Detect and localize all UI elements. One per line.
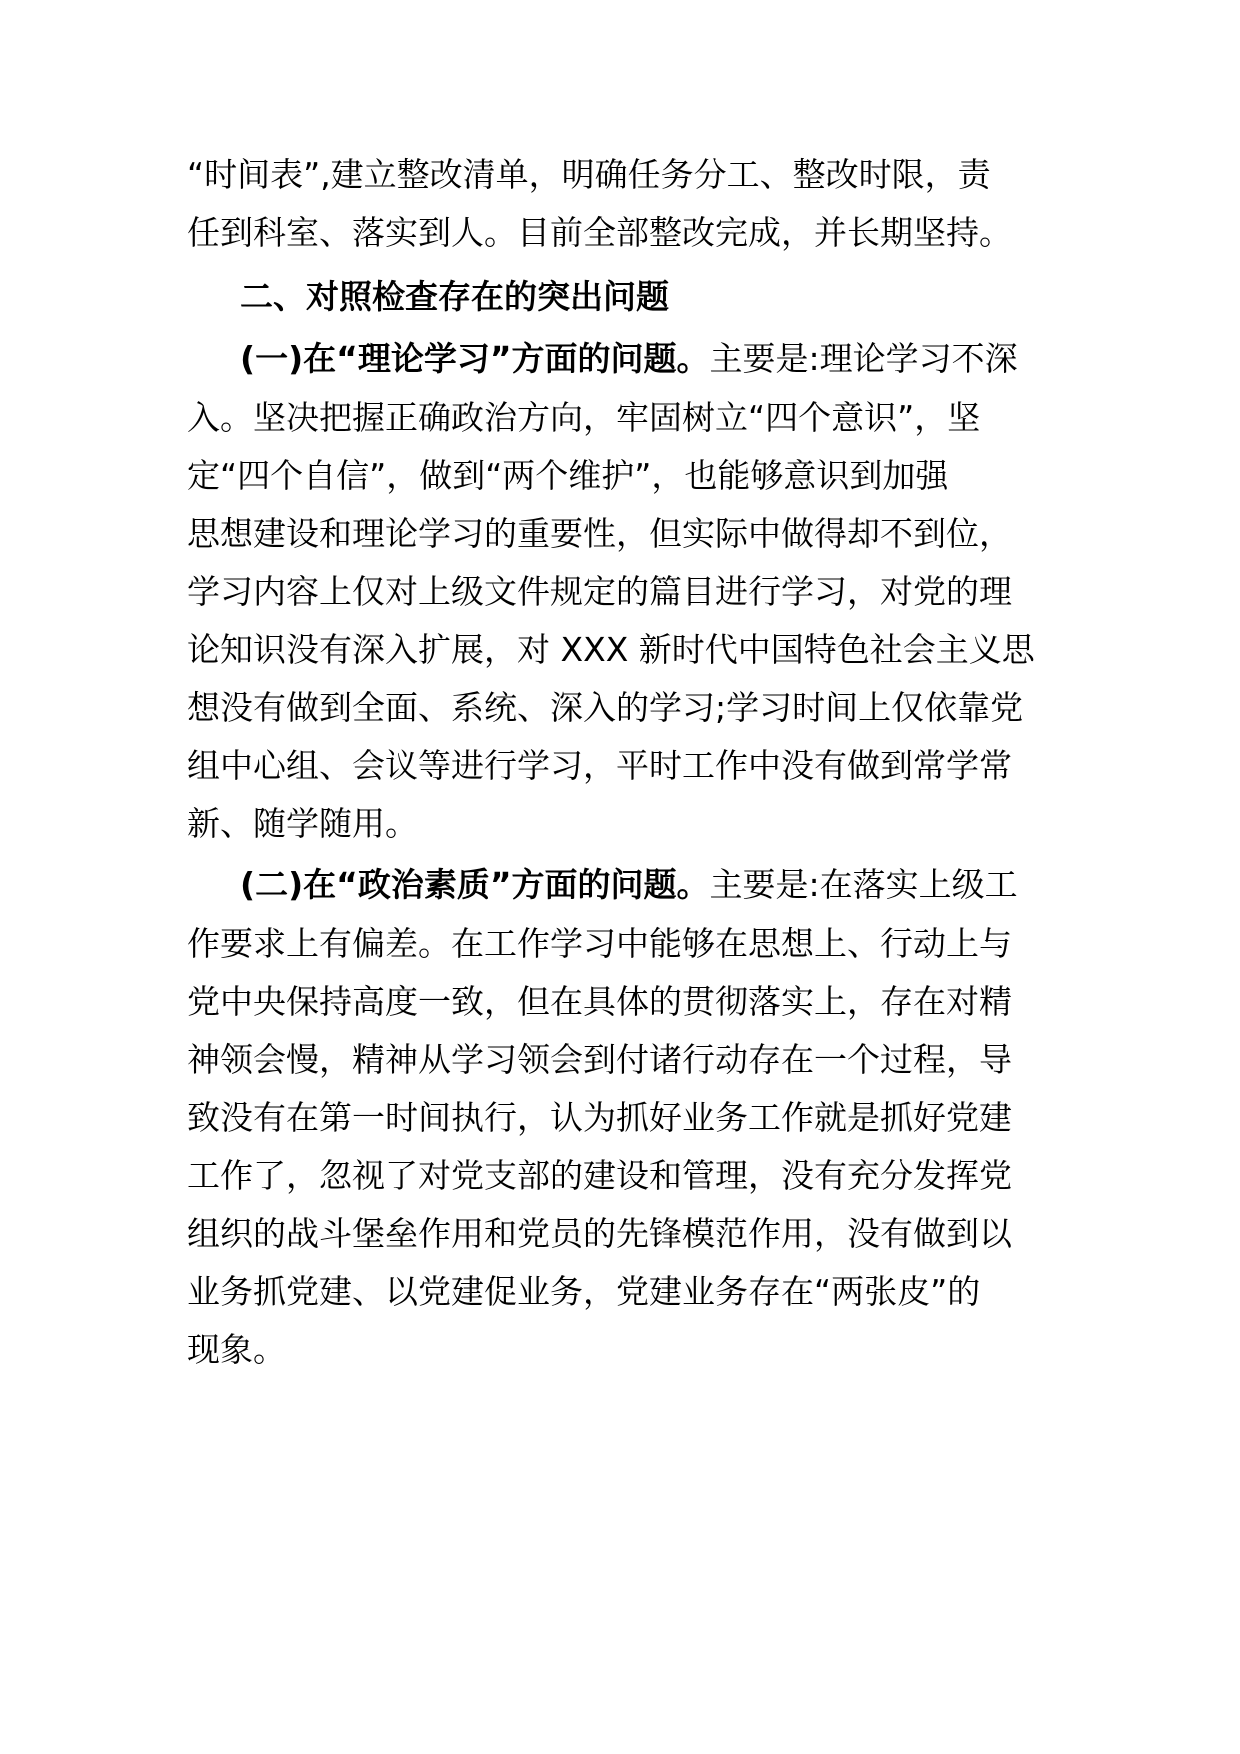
paragraph-line: 作要求上有偏差。在工作学习中能够在思想上、行动上与	[187, 924, 1012, 963]
subsection-lead: 主要是:理论学习不深	[709, 339, 1018, 378]
paragraph-line: 论知识没有深入扩展，对 XXX 新时代中国特色社会主义思	[187, 630, 1035, 669]
paragraph-line: 入。坚决把握正确政治方向，牢固树立“四个意识”，坚	[187, 398, 981, 437]
paragraph-line: 定“四个自信”，做到“两个维护”，也能够意识到加强	[187, 456, 949, 495]
subsection-heading: (二)在“政治素质”方面的问题。	[240, 865, 710, 904]
paragraph-line: “时间表”,建立整改清单，明确任务分工、整改时限，责	[187, 155, 991, 194]
paragraph-line: 学习内容上仅对上级文件规定的篇目进行学习，对党的理	[187, 572, 1012, 611]
paragraph-line: 组中心组、会议等进行学习，平时工作中没有做到常学常	[187, 746, 1012, 785]
subsection-line	[240, 863, 1018, 907]
paragraph-line: 党中央保持高度一致，但在具体的贯彻落实上，存在对精	[187, 982, 1012, 1021]
paragraph-line: 业务抓党建、以党建促业务，党建业务存在“两张皮”的	[187, 1272, 981, 1311]
subsection-line	[240, 337, 1018, 381]
subsection-lead: 主要是:在落实上级工	[709, 865, 1018, 904]
paragraph-line: 想没有做到全面、系统、深入的学习;学习时间上仅依靠党	[187, 688, 1024, 727]
paragraph-line: 组织的战斗堡垒作用和党员的先锋模范作用，没有做到以	[187, 1214, 1012, 1253]
paragraph-line: 现象。	[187, 1330, 286, 1369]
paragraph-line: 任到科室、落实到人。目前全部整改完成，并长期坚持。	[187, 213, 1012, 252]
paragraph-line: 新、随学随用。	[187, 804, 418, 843]
section-heading: 二、对照检查存在的突出问题	[240, 277, 669, 316]
paragraph-line: 思想建设和理论学习的重要性，但实际中做得却不到位，	[187, 514, 1012, 553]
subsection-heading: (一)在“理论学习”方面的问题。	[240, 339, 710, 378]
paragraph-line: 致没有在第一时间执行，认为抓好业务工作就是抓好党建	[187, 1098, 1012, 1137]
paragraph-line: 神领会慢，精神从学习领会到付诸行动存在一个过程，导	[187, 1040, 1012, 1079]
paragraph-line: 工作了，忽视了对党支部的建设和管理，没有充分发挥党	[187, 1156, 1012, 1195]
